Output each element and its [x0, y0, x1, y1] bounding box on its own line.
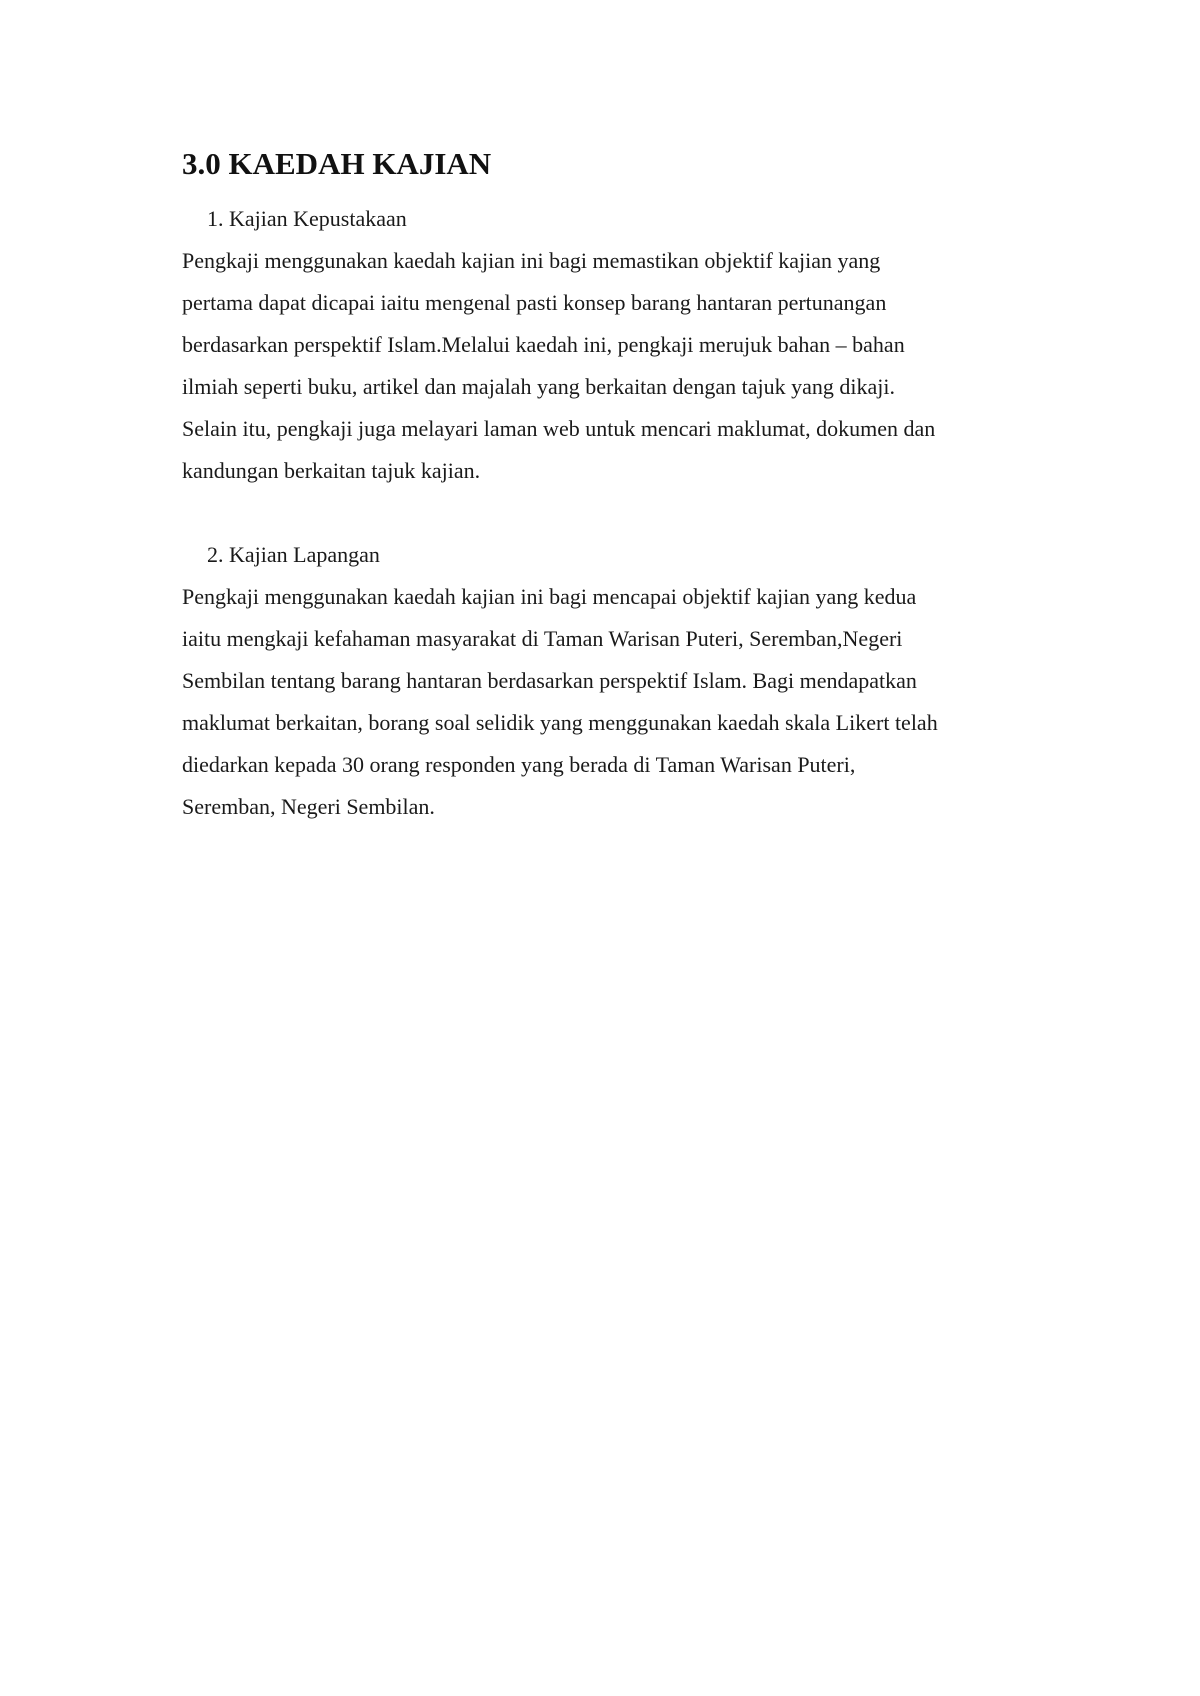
paragraph-line: iaitu mengkaji kefahaman masyarakat di Taman Warisan Puteri, Seremban,Negeri [182, 626, 903, 651]
paragraph-line: Selain itu, pengkaji juga melayari laman web untuk mencari maklumat, dokumen dan [182, 416, 936, 441]
paragraph-line: diedarkan kepada 30 orang responden yang berada di Taman Warisan Puteri, [182, 752, 856, 777]
paragraph-line: ilmiah seperti buku, artikel dan majalah yang berkaitan dengan tajuk yang dikaji. [182, 374, 895, 399]
paragraph-line: Seremban, Negeri Sembilan. [182, 794, 435, 819]
section-kajian-lapangan [182, 534, 1042, 828]
paragraph-line: berdasarkan perspektif Islam.Melalui kaedah ini, pengkaji merujuk bahan – bahan [182, 332, 905, 357]
paragraph [182, 240, 1042, 492]
section-kajian-kepustakaan [182, 198, 1042, 492]
section-heading: 3.0 KAEDAH KAJIAN [182, 146, 492, 181]
document-content [182, 142, 1042, 870]
paragraph-line: Pengkaji menggunakan kaedah kajian ini bagi memastikan objektif kajian yang [182, 248, 881, 273]
paragraph-line: pertama dapat dicapai iaitu mengenal pasti konsep barang hantaran pertunangan [182, 290, 887, 315]
paragraph-line: kandungan berkaitan tajuk kajian. [182, 458, 481, 483]
paragraph-line: Sembilan tentang barang hantaran berdasarkan perspektif Islam. Bagi mendapatkan [182, 668, 917, 693]
paragraph [182, 576, 1042, 828]
subsection-title: 1. Kajian Kepustakaan [207, 206, 407, 231]
paragraph-line: maklumat berkaitan, borang soal selidik yang menggunakan kaedah skala Likert telah [182, 710, 938, 735]
paragraph-line: Pengkaji menggunakan kaedah kajian ini bagi mencapai objektif kajian yang kedua [182, 584, 917, 609]
subsection-title: 2. Kajian Lapangan [207, 542, 380, 567]
